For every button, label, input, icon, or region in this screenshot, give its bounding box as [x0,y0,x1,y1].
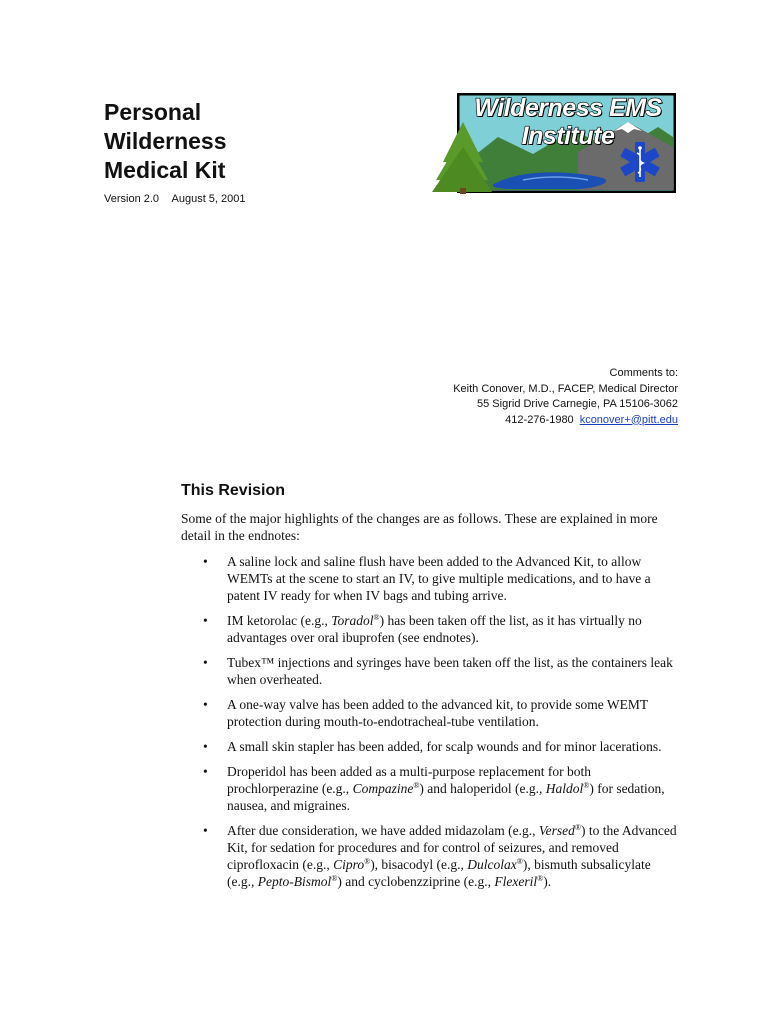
version-line [104,193,256,205]
bullet-icon: • [203,764,208,779]
contact-address: 55 Sigrid Drive Carnegie, PA 15106-3062 [477,398,678,410]
list-item [181,612,681,646]
section-heading: This Revision [181,482,286,499]
document-title-line-2: Wilderness [104,128,227,154]
bullet-icon: • [203,823,208,838]
text-run: ) to the Advanced Kit, for sedation for procedures and for control of seizures, and removed ciprofloxacin (e.g., [227,823,677,872]
contact-label: Comments to: [609,367,678,379]
revision-section [181,482,681,898]
contact-email-link[interactable]: kconover+@pitt.edu [579,413,678,426]
contact-phone-email-line [453,413,678,429]
contact-block [453,366,678,428]
contact-name: Keith Conover, M.D., FACEP, Medical Director [453,382,678,395]
logo-text [461,94,675,150]
text-run: ), bisacodyl (e.g., [370,857,468,872]
registered-mark: ® [331,874,338,883]
list-item-text: Tubex™ injections and syringes have been taken off the list, as the containers leak when overheated. [227,655,673,687]
brand-name: Compazine [352,781,414,796]
document-title-line-1: Personal [104,99,202,125]
list-item [181,763,681,814]
logo-title-line-2: Institute [521,122,615,150]
changes-list [181,553,681,890]
list-item-text: A saline lock and saline flush have been added to the Advanced Kit, to allow WEMTs at the scene to start an IV, to give multiple medications, and to have a patent IV ready for when IV bags and tubing arrive. [227,554,651,603]
list-item [181,738,681,755]
registered-mark: ® [583,781,590,790]
text-run: IM ketorolac (e.g., [227,613,332,628]
list-item-text [227,764,665,813]
registered-mark: ® [516,857,523,866]
list-item [181,696,681,730]
list-item-text: A one-way valve has been added to the advanced kit, to provide some WEMT protection during mouth-to-endotracheal-tube ventilation. [227,697,648,729]
text-run: ) has been taken off the list, as it has virtually no advantages over oral ibuprofen (see endnotes). [227,613,642,645]
revision-intro: Some of the major highlights of the changes are as follows. These are explained in more detail in the endnotes: [181,511,658,543]
text-run: Droperidol has been added as a multi-purpose replacement for both prochlorperazine (e.g., [227,764,591,796]
registered-mark: ® [413,781,420,790]
bullet-icon: • [203,554,208,569]
text-run: ). [543,874,552,889]
brand-name: Pepto-Bismol [257,874,332,889]
text-run: ) and haloperidol (e.g., [419,781,546,796]
list-item [181,822,681,890]
bullet-icon: • [203,739,208,754]
list-item [181,553,681,604]
contact-phone: 412-276-1980 [505,413,574,426]
list-item-text [227,823,677,889]
brand-name: Cipro [333,857,365,872]
brand-name: Dulcolax [467,857,517,872]
logo-title-line-1: Wilderness EMS [474,94,662,122]
text-run: ) and cyclobenzziprine (e.g., [337,874,495,889]
registered-mark: ® [373,613,380,622]
registered-mark: ® [574,823,581,832]
brand-name: Toradol [331,613,374,628]
institute-logo [428,92,678,196]
title-block [104,98,256,205]
text-run: ) for sedation, nausea, and migraines. [227,781,665,813]
bullet-icon: • [203,697,208,712]
registered-mark: ® [364,857,371,866]
bullet-icon: • [203,613,208,628]
brand-name: Flexeril [494,874,538,889]
list-item [181,654,681,688]
version-date: August 5, 2001 [171,193,246,205]
bullet-icon: • [203,655,208,670]
list-item-text: A small skin stapler has been added, for scalp wounds and for minor lacerations. [227,739,662,754]
list-item-text [227,613,642,645]
text-run: After due consideration, we have added midazolam (e.g., [227,823,539,838]
registered-mark: ® [537,874,544,883]
version-number: Version 2.0 [104,193,160,205]
document-title-line-3: Medical Kit [104,157,226,183]
brand-name: Versed [538,823,575,838]
brand-name: Haldol [545,781,584,796]
text-run: ), bismuth subsalicylate (e.g., [227,857,651,889]
